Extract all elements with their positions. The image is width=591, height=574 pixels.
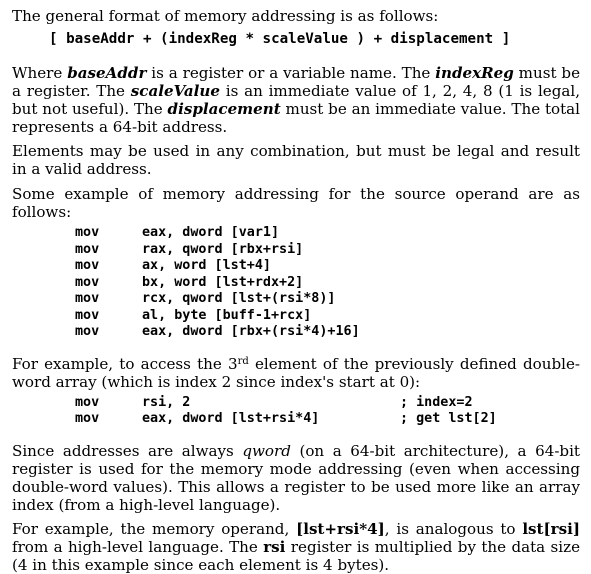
code-comment: ; get lst[2]	[400, 411, 497, 426]
code-line	[75, 242, 580, 259]
analogy-paragraph	[12, 520, 580, 574]
addressing-formula: [ baseAddr + (indexReg * scaleValue ) + displacement ]	[49, 31, 511, 47]
intro-paragraph: The general format of memory addressing is as follows:	[12, 7, 439, 25]
code-operands: eax, dword [var1]	[142, 225, 280, 240]
text-run: For example, the memory operand,	[12, 519, 297, 538]
code-line	[75, 291, 580, 308]
text-run: (on a 64-bit architecture), a 64-bit register is used for the memory mode addressing (even when accessing double-word values). This allows a register to be used more like an array index (from a high-level language).	[12, 441, 580, 514]
code-operands: rax, qword [rbx+rsi]	[142, 241, 304, 257]
term-rsi: rsi	[263, 537, 286, 556]
code-opcode: mov	[75, 274, 100, 290]
code-operands: eax, dword [rbx+(rsi*4)+16]	[142, 324, 360, 339]
code-line	[75, 225, 580, 242]
code-operands: eax, dword [lst+rsi*4]	[142, 411, 320, 426]
code-line	[75, 324, 580, 341]
code-operands: al, byte [buff-1+rcx]	[142, 307, 312, 323]
code-opcode: mov	[75, 241, 100, 257]
text-run: is an immediate value of 1, 2, 4, 8 (1 is legal, but not useful). The	[12, 82, 580, 118]
text-run: register is multiplied by the data size (4 in this example since each element is 4 bytes).	[12, 537, 581, 574]
code-operands: bx, word [lst+rdx+2]	[142, 274, 304, 290]
term-baseaddr: baseAddr	[67, 64, 147, 82]
term-displacement: displacement	[167, 100, 281, 118]
text-run: must be an immediate value. The total represents a 64-bit address.	[12, 100, 580, 136]
term-scalevalue: scaleValue	[130, 82, 220, 100]
text-run: For example, to access the 3	[12, 354, 238, 373]
code-comment: ; index=2	[400, 394, 473, 410]
term-array-index: lst[rsi]	[522, 519, 580, 538]
code-operands: rcx, qword [lst+(rsi*8)]	[142, 291, 336, 306]
array-code-block	[75, 395, 580, 428]
code-line	[75, 275, 580, 292]
code-line	[75, 258, 580, 275]
code-operands: ax, word [lst+4]	[142, 258, 271, 273]
ordinal-superscript: rd	[237, 355, 249, 367]
text-run: is a register or a variable name. The	[146, 64, 436, 82]
examples-intro-paragraph: Some example of memory addressing for the source operand are as follows:	[12, 185, 580, 221]
code-operands: rsi, 2	[142, 394, 191, 410]
code-opcode: mov	[75, 291, 100, 306]
code-line	[75, 395, 580, 412]
term-memory-operand: [lst+rsi*4]	[296, 519, 385, 538]
code-opcode: mov	[75, 225, 100, 240]
code-opcode: mov	[75, 411, 100, 426]
text-run: element of the previously defined double-word array (which is index 2 since index's start at 0):	[12, 354, 580, 391]
text-run: , is analogous to	[384, 519, 523, 538]
term-qword: qword	[242, 441, 291, 460]
text-run: Where	[12, 64, 68, 82]
code-opcode: mov	[75, 324, 100, 339]
term-indexreg: indexReg	[435, 64, 514, 82]
code-opcode: mov	[75, 258, 100, 273]
examples-code-block	[75, 225, 580, 341]
code-opcode: mov	[75, 307, 100, 323]
qword-paragraph	[12, 442, 580, 514]
code-opcode: mov	[75, 394, 100, 410]
format-explanation-paragraph	[12, 64, 580, 136]
text-run: Since addresses are always	[12, 441, 243, 460]
combination-paragraph: Elements may be used in any combination, but must be legal and result in a valid address.	[12, 142, 580, 178]
array-access-paragraph	[12, 355, 580, 391]
document-page	[12, 7, 580, 574]
text-run: from a high-level language. The	[12, 537, 264, 556]
code-line	[75, 411, 580, 428]
text-run: must be a register. The	[12, 64, 580, 100]
code-line	[75, 308, 580, 325]
